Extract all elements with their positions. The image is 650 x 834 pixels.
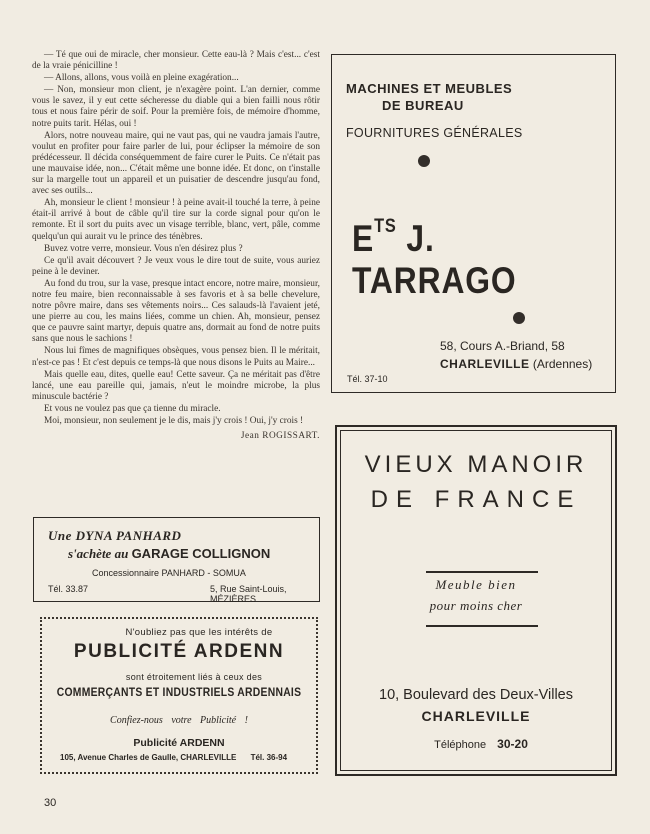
pub-line4: COMMERÇANTS ET INDUSTRIELS ARDENNAIS — [56, 687, 302, 699]
story-signature: Jean ROGISSART. — [240, 431, 320, 442]
dyna-headline: Une DYNA PANHARD — [48, 528, 182, 543]
dyna-garage-name: GARAGE COLLIGNON — [131, 546, 271, 561]
bullet-dot-icon — [513, 312, 525, 324]
pub-line3: sont étroitement liés à ceux des — [125, 672, 263, 682]
tarrago-address: 58, Cours A.-Briand, 58 — [440, 339, 565, 353]
tarrago-line2: DE BUREAU — [382, 98, 464, 113]
manoir-title-1: VIEUX MANOIR — [364, 451, 588, 478]
story-paragraph: Alors, notre nouveau maire, qui ne vaut pas, qui ne vaudra jamais l'autre, voulut en profiter pour faire parler de lui, pour éclipser la mémoire de son prédécesseur. Il décida conséquemment de faire curer le Puits. Ce n'était pas une mauvaise idée, non... C'était même une bonne idée. Et donc, on t'installe sur la margelle tout un appareil et un puisatier de descendre jusqu'au fond, avec ses outils... — [32, 130, 320, 197]
story-paragraph: Nous lui fîmes de magnifiques obsèques, vous pensez bien. Il le méritait, n'est-ce pas ! Et c'est depuis ce temps-là que nous disons le Puits au Maire... — [32, 346, 320, 368]
pub-address: 105, Avenue Charles de Gaulle, CHARLEVILLE — [60, 753, 237, 762]
story-paragraph: — Allons, allons, vous voilà en pleine exagération... — [44, 73, 239, 84]
story-text — [32, 50, 320, 442]
tarrago-line3: FOURNITURES GÉNÉRALES — [346, 126, 523, 140]
page-number: 30 — [44, 797, 57, 809]
story-paragraph: Mais quelle eau, dites, quelle eau! Cette saveur. Ça ne méritait pas d'être lancé, une eau pareille qui, jamais, n'eut le moindre microbe, la plus minuscule bactérie ? — [32, 369, 320, 402]
divider — [426, 571, 538, 573]
manoir-title-2: DE FRANCE — [370, 486, 582, 513]
dyna-prefix: s'achète au — [68, 546, 129, 561]
ad-publicite-ardenn — [40, 617, 318, 774]
tarrago-tel: Tél. 37-10 — [347, 374, 388, 384]
manoir-city: CHARLEVILLE — [421, 708, 531, 724]
ad-vieux-manoir — [335, 425, 617, 776]
dyna-garage-line — [68, 546, 270, 562]
tarrago-region: (Ardennes) — [532, 357, 593, 371]
manoir-slogan-1: Meuble bien — [435, 577, 517, 592]
manoir-phone-line — [341, 737, 611, 751]
divider — [426, 625, 538, 627]
tarrago-brand: $E^{TS}$ J. TARRAGO — [352, 216, 517, 301]
dyna-address: 5, Rue Saint-Louis, MÉZIÈRES — [210, 584, 287, 604]
story-paragraph: — Non, monsieur mon client, je n'exagère point. L'an dernier, comme vous le savez, il y eut cette sécheresse du diable qui a bien failli nous rôtir tous et nous faire périr de soif. Pour la première fois, de mémoire d'homme, notre puits tarit. Hélas, oui ! — [32, 85, 320, 129]
dyna-tel: Tél. 33.87 — [48, 584, 89, 594]
story-paragraph: Ah, monsieur le client ! monsieur ! à peine avait-il touché la terre, à peine était-il arrivé à bout de câble qu'il tire sur la corde signal pour qu'on le remonte. Et il sort du puits avec un visage terrible, blanc, vert, pâle, comme quelqu'un qui aurait vu le prince des ténèbres. — [32, 198, 320, 242]
dyna-concession: Concessionnaire PANHARD - SOMUA — [92, 568, 246, 578]
bullet-dot-icon — [418, 155, 430, 167]
tarrago-city: CHARLEVILLE — [440, 357, 530, 371]
story-paragraph: Au fond du trou, sur la vase, presque intact encore, notre maire, monsieur, notre feu maire, bien reconnaissable à ses favoris et à sa belle chevelure, notre pôvre maire, dans ses vêtements noirs... Ces salauds-là l'avaient jeté, une pierre au cou, les mains liées, comme un chien. Ah, monsieur, pensez que ce pauvre saint martyr, depuis quatre ans, dormait au fond de notre puits sans que nous le sachions ! — [32, 278, 320, 345]
pub-contact — [42, 753, 316, 762]
story-paragraph: Buvez votre verre, monsieur. Vous n'en désirez plus ? — [44, 243, 243, 254]
pub-name: PUBLICITÉ ARDENN — [73, 641, 285, 662]
manoir-slogan-2: pour moins cher — [429, 598, 523, 613]
pub-footer-name: Publicité ARDENN — [133, 737, 225, 749]
ad-tarrago — [331, 54, 616, 393]
tarrago-line1: MACHINES ET MEUBLES — [346, 81, 513, 96]
story-paragraph: — Té que oui de miracle, cher monsieur. Cette eau-là ? Mais c'est... c'est de la vraie pénicilline ! — [32, 50, 320, 72]
tarrago-city-line — [440, 357, 592, 371]
manoir-phone-label: Téléphone — [434, 739, 487, 751]
story-paragraph: Et vous ne voulez pas que ça tienne du miracle. — [44, 403, 221, 414]
story-paragraph: Ce qu'il avait découvert ? Je veux vous le dire tout de suite, vous auriez peine à le deviner. — [32, 255, 320, 277]
manoir-address: 10, Boulevard des Deux-Villes — [379, 687, 573, 703]
manoir-phone: 30-20 — [497, 737, 528, 751]
story-paragraph: Moi, monsieur, non seulement je le dis, mais j'y crois ! Oui, j'y crois ! — [44, 416, 304, 426]
ad-dyna-panhard — [33, 517, 320, 602]
pub-tel: Tél. 36-94 — [250, 753, 288, 762]
pub-intro: N'oubliez pas que les intérêts de — [125, 627, 273, 638]
pub-slogan: Confiez-nous votre Publicité ! — [110, 715, 248, 726]
manoir-inner-frame — [340, 430, 612, 771]
